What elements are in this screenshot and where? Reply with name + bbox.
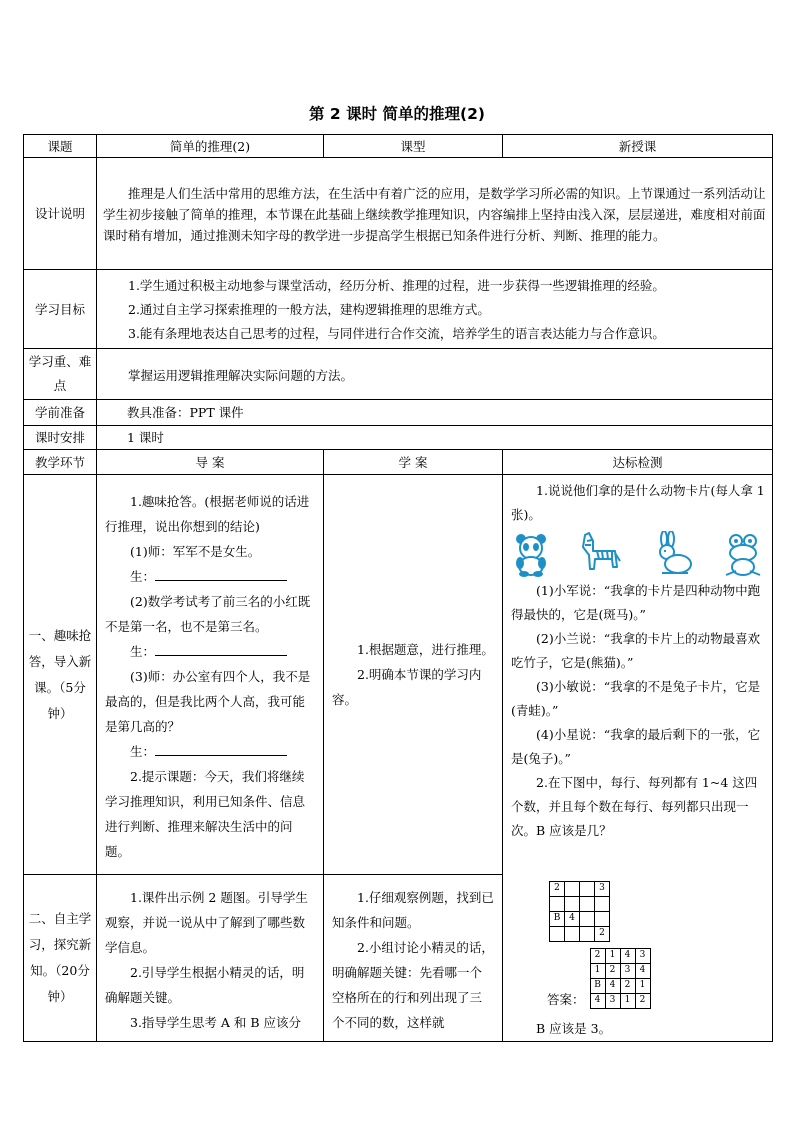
panda-icon [511, 531, 551, 577]
check-s2: (2)小兰说：“我拿的卡片上的动物最喜欢吃竹子，它是(熊猫)。” [511, 631, 761, 670]
guide-q1: (1)师：军军不是女生。 [130, 544, 261, 559]
zebra-icon [579, 531, 623, 577]
col-check: 达标检测 [503, 450, 773, 475]
grid-cell: 2 [605, 963, 620, 978]
stage2-label: 二、自主学习，探究新知。（20分钟） [24, 875, 97, 1042]
check-s4: (4)小星说：“我拿的最后剩下的一张，它是(兔子)。” [511, 727, 761, 766]
grid-cell: 4 [590, 993, 605, 1008]
columns-row [24, 450, 773, 475]
keypoints-row [24, 349, 773, 400]
grid-cell [550, 896, 565, 911]
type-value: 新授课 [503, 135, 773, 158]
grid-cell: 3 [635, 948, 650, 963]
frog-icon [722, 531, 764, 577]
guide-q2: (2)数学考试考了前三名的小红既不是第一名，也不是第三名。 [105, 594, 311, 634]
grid-cell [580, 911, 595, 926]
grid-cell [565, 896, 580, 911]
col-stage: 教学环节 [24, 450, 97, 475]
schedule-label: 课时安排 [24, 426, 97, 450]
goals-row [24, 270, 773, 349]
type-label: 课型 [324, 135, 503, 158]
answer-grid [590, 948, 651, 1009]
study-item: 1.根据题意，进行推理。 [357, 642, 494, 657]
schedule-text: 1 课时 [97, 426, 773, 450]
design-row [24, 158, 773, 270]
animal-cards [511, 527, 766, 579]
grid-cell: 4 [605, 978, 620, 993]
goal-item: 3.能有条理地表达自己思考的过程，与同伴进行合作交流，培养学生的语言表达能力与合作意识。 [128, 326, 665, 341]
design-label: 设计说明 [24, 158, 97, 270]
answer-text: B 应该是 3。 [536, 1020, 612, 1036]
grid-cell: 4 [620, 948, 635, 963]
header-row [24, 135, 773, 158]
grid-cell: B [590, 978, 605, 993]
grid-cell: 3 [605, 993, 620, 1008]
answer-blank [155, 741, 287, 756]
study-item: 2.明确本节课的学习内容。 [332, 667, 482, 707]
page-title: 第 2 课时 简单的推理(2) [309, 105, 485, 123]
grid-cell [580, 926, 595, 941]
study-item: 1.仔细观察例题，找到已知条件和问题。 [332, 890, 494, 930]
schedule-row [24, 426, 773, 450]
grid-cell [565, 881, 580, 896]
grid-cell: 3 [595, 881, 610, 896]
grid-cell: 2 [635, 993, 650, 1008]
grid-cell: 1 [635, 978, 650, 993]
grid-cell: 2 [590, 948, 605, 963]
grid-cell [595, 911, 610, 926]
answer-prompt: 生： [130, 569, 156, 584]
answer-label: 答案： [547, 991, 585, 1007]
check-q2: 2.在下图中，每行、每列都有 1~4 这四个数，并且每个数在每行、每列都只出现一次。B 应该是几？ [511, 775, 758, 838]
grid-cell: 1 [605, 948, 620, 963]
rabbit-icon [652, 531, 694, 577]
guide-item: 1.课件出示例 2 题图。引导学生观察，并说一说从中了解到了哪些数学信息。 [105, 890, 308, 955]
puzzle-grid [549, 881, 610, 942]
study-item: 2.小组讨论小精灵的话，明确解题关键：先看哪一个空格所在的行和列出现了三个不同的数，这样就 [332, 940, 494, 1030]
grid-cell [595, 896, 610, 911]
check-s1: (1)小军说：“我拿的卡片是四种动物中跑得最快的，它是(斑马)。” [511, 583, 761, 622]
stage2-row [24, 875, 773, 1042]
answer-blank [155, 566, 287, 581]
grid-cell: B [550, 911, 565, 926]
stage1-label: 一、趣味抢答，导入新课。（5分钟） [24, 475, 97, 875]
grid-cell: 1 [590, 963, 605, 978]
grid-cell: 4 [565, 911, 580, 926]
keypoints-label: 学习重、难点 [24, 349, 97, 400]
topic-label: 课题 [24, 135, 97, 158]
grid-cell: 2 [620, 978, 635, 993]
grid-cell [565, 926, 580, 941]
answer-prompt: 生： [130, 744, 156, 759]
guide-intro: 1.趣味抢答。(根据老师说的话进行推理，说出你想到的结论) [105, 494, 310, 534]
check-s3: (3)小敏说：“我拿的不是兔子卡片，它是(青蛙)。” [511, 679, 761, 718]
design-text: 推理是人们生活中常用的思维方法，在生活中有着广泛的应用，是数学学习所必需的知识。上节课通过一系列活动让学生初步接触了简单的推理，本节课在此基础上继续教学推理知识，内容编排上坚持由浅入深，层层递进，难度相对前面课时稍有增加，通过推测未知字母的教学进一步提高学生根据已知条件进行分析、判断、推理的能力。 [103, 186, 766, 243]
keypoints-text: 掌握运用逻辑推理解决实际问题的方法。 [128, 367, 354, 383]
col-guide: 导 案 [97, 450, 324, 475]
goal-item: 2.通过自主学习探索推理的一般方法，建构逻辑推理的思维方式。 [128, 302, 490, 317]
check-q1: 1.说说他们拿的是什么动物卡片(每人拿 1 张)。 [511, 483, 765, 522]
answer-prompt: 生： [130, 644, 156, 659]
grid-cell: 1 [620, 993, 635, 1008]
guide-q3: (3)师：办公室有四个人，我不是最高的，但是我比两个人高，我可能是第几高的？ [105, 669, 311, 734]
grid-cell [580, 896, 595, 911]
prep-text: 教具准备：PPT 课件 [97, 400, 773, 426]
guide-item: 3.指导学生思考 A 和 B 应该分 [130, 1015, 302, 1030]
col-study: 学 案 [324, 450, 503, 475]
guide-topic: 2.提示课题：今天，我们将继续学习推理知识，利用已知条件、信息进行判断、推理来解决生活中的问题。 [105, 769, 306, 859]
grid-cell: 4 [635, 963, 650, 978]
lesson-plan-table [23, 134, 773, 1042]
answer-blank [155, 641, 287, 656]
grid-cell: 3 [620, 963, 635, 978]
stage1-row [24, 475, 773, 875]
grid-cell [550, 926, 565, 941]
topic-value: 简单的推理(2) [97, 135, 324, 158]
goal-item: 1.学生通过积极主动地参与课堂活动，经历分析、推理的过程，进一步获得一些逻辑推理的经验。 [128, 278, 665, 293]
prep-row [24, 400, 773, 426]
guide-item: 2.引导学生根据小精灵的话，明确解题关键。 [105, 965, 305, 1005]
grid-cell: 2 [550, 881, 565, 896]
grid-cell: 2 [595, 926, 610, 941]
goals-label: 学习目标 [24, 270, 97, 349]
grid-cell [580, 881, 595, 896]
prep-label: 学前准备 [24, 400, 97, 426]
